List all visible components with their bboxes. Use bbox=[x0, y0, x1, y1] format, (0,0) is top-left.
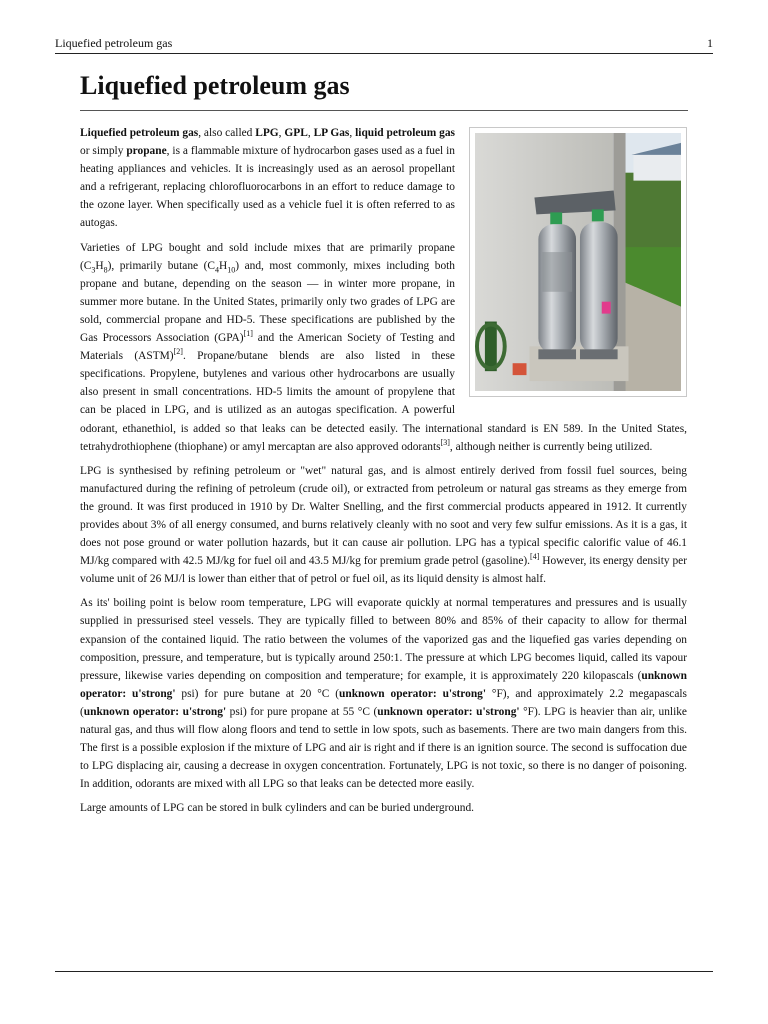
citation-3[interactable]: [3] bbox=[440, 437, 450, 447]
running-title: Liquefied petroleum gas bbox=[55, 36, 173, 50]
header-divider bbox=[55, 53, 713, 54]
paragraph-intro: Liquefied petroleum gas, also called LPG, GPL, LP Gas, liquid petroleum gas or simply propane, is a flammable mixture of hydrocarbon gases used as a fuel in heating appliances and vehicles. It is increasingly used as an aerosol propellant and a refrigerant, replacing chlorofluorocarbons in an effort to reduce damage to the ozone layer. When specifically used as a vehicle fuel it is often referred to as autogas. bbox=[80, 127, 455, 230]
paragraph-synthesis: LPG is synthesised by refining petroleum or "wet" natural gas, and is almost entirely derived from fossil fuel sources, being manufactured during the refining of petroleum (crude oil), or extracted from petroleum or natural gas streams as they emerge from the ground. It was first produced in 1910 by Dr. Walter Snelling, and the first commercial products appeared in 1912. It currently provides about 3% of all energy consumed, and burns relatively cleanly with no soot and very few sulfur emissions. As it is a gas, it does not pose ground or water pollution hazards, but it can cause air pollution. LPG has a typical specific calorific value of 46.1 MJ/kg compared with 42.5 MJ/kg for fuel oil and 43.5 MJ/kg for premium grade petrol (gasoline).[4] However, its energy density per volume unit of 26 MJ/l is lower than either that of petrol or fuel oil, as its liquid density is almost half. bbox=[80, 464, 688, 586]
article-body bbox=[80, 124, 687, 823]
citation-1[interactable]: [1] bbox=[243, 329, 253, 339]
article-title: Liquefied petroleum gas bbox=[80, 71, 350, 100]
citation-2[interactable]: [2] bbox=[173, 347, 183, 357]
running-header bbox=[55, 36, 713, 51]
lpg-cylinders-illustration bbox=[475, 133, 681, 391]
paragraph-properties: As its' boiling point is below room temperature, LPG will evaporate quickly at normal temperatures and pressures and is usually supplied in pressurised steel vessels. They are typically filled to between 80% and 85% of their capacity to allow for thermal expansion of the contained liquid. The ratio between the volumes of the vaporized gas and the liquefied gas varies depending on composition, pressure, and temperature, but is typically around 250:1. The pressure at which LPG becomes liquid, called its vapour pressure, likewise varies depending on composition and temperature; for example, it is approximately 220 kilopascals (unknown operator: u'strong' psi) for pure butane at 20 °C (unknown operator: u'strong' °F), and approximately 2.2 megapascals (unknown operator: u'strong' psi) for pure propane at 55 °C (unknown operator: u'strong' °F). LPG is heavier than air, unlike natural gas, and thus will flow along floors and tend to settle in low spots, such as basements. There are two main dangers from this. The first is a possible explosion if the mixture of LPG and air is right and if there is an ignition source. The second is suffocation due to LPG displacing air, causing a decrease in oxygen concentration. Fortunately, LPG is not toxic, so there is no danger of poisoning. In addition, odorants are mixed with all LPG so that leaks can be detected more easily. bbox=[80, 597, 687, 791]
title-divider bbox=[80, 110, 688, 111]
footer-divider bbox=[55, 971, 713, 972]
paragraph-varieties: Varieties of LPG bought and sold include mixes that are primarily propane $(C_3H_8)$, primarily butane $(C_4H_{10})$ and, most commonly, mixes including both propane and butane, depending on the season — in winter more propane, in summer more butane. In the United States, primarily only two grades of LPG are sold, commercial propane and HD-5. These specifications are published by the Gas Processors Association (GPA)[1] and the American Society of Testing and Materials (ASTM)[2]. Propane/butane blends are also listed in these specifications. Propylene, butylenes and various other hydrocarbons are usually also present in small concentrations. HD-5 limits the amount of propylene that can be placed in LPG, and is utilized as an autogas specification. A powerful odorant, ethanethiol, is added so that leaks can be detected easily. The international standard is EN 589. In the United States, tetrahydrothiophene (thiophane) or amyl mercaptan are also approved odorants[3], although neither is currently being utilized. bbox=[80, 241, 687, 453]
page-number: 1 bbox=[707, 36, 713, 50]
citation-4[interactable]: [4] bbox=[530, 552, 540, 562]
paragraph-storage: Large amounts of LPG can be stored in bulk cylinders and can be buried underground. bbox=[80, 802, 475, 815]
lpg-cylinders-photo bbox=[469, 127, 687, 397]
